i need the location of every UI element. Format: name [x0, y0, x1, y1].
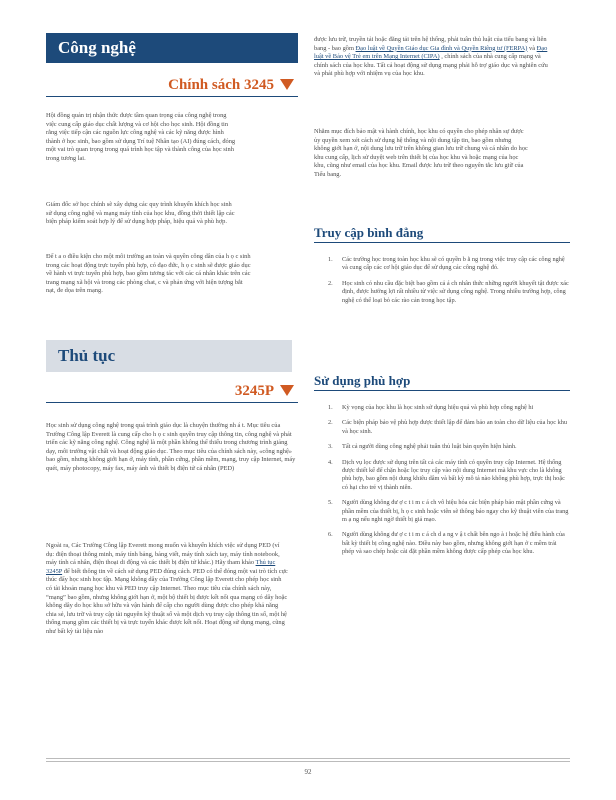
appropriate-use-list [314, 404, 570, 557]
footer-divider [46, 761, 570, 762]
paragraph-superintendent: Giám đốc sở học chính sẽ xây dựng các quy trình khuyến khích học sinh sử dụng công nghệ và mạng máy tính của học khu, đồng thời thiết lập các biện pháp kiểm soát hợp lý để sử dụng hợp pháp, hiệu quả và phù hợp. [46, 201, 235, 226]
paragraph-student-technology: Học sinh sử dụng công nghệ trong quá trình giáo dục là chuyện thường nh á t. Mục tiêu của Trường Công lập Everett là cung cấp cho h ọ c sinh quyền truy cập thông tin, công nghệ và phát triển các kỹ năng công nghệ. Công nghệ là một phần không thể thiếu trong chương trình giảng dạy, môi trường vật chất và hoạt động giáo dục. Theo mục tiêu của chính sách này, «công nghệ» bao gồm, nhưng không giới hạn ở, máy tính, phần cứng, phần mềm, mạng, truy cập Internet, máy quét, máy photocopy, máy fax, máy ảnh và thiết bị điện tử cá nhân (PED) [46, 422, 296, 472]
policy-title: Chính sách 3245 [168, 77, 274, 93]
list-item: 5. Người dùng không đư ợ c t i m c á ch vô hiệu hóa các biện pháp bảo mật phần cứng và phần mềm của thiết bị, h ọ c sinh hoặc viên sẽ thông báo ngay cho kỹ thuật viên của trang m ạ ng nếu nghi ngờ thiết bị giả mạo. [328, 499, 569, 524]
list-item: 1. Các trường học trong toàn học khu sẽ có quyền b ằ ng trong việc truy cập các công nghệ và cung cấp các cơ hội giáo dục để sử dụng các công nghệ đó. [328, 256, 565, 272]
section-header-equal-access [314, 224, 570, 243]
procedure-3245p-link[interactable]: Thủ tục 3245P [46, 559, 276, 575]
policy-title-row [46, 74, 298, 97]
paragraph-legal-text: được lưu trữ, truyền tải hoặc đăng tải trên hệ thống, phải tuân thủ luật của tiểu bang và liên bang - bao gồm [314, 36, 547, 52]
triangle-down-icon [280, 79, 294, 90]
list-item: 2. Các biện pháp bảo vệ phù hợp được thiết lập để đảm bảo an toàn cho dữ liệu của học khu và học sinh. [328, 419, 568, 435]
section-header-appropriate-use [314, 372, 570, 391]
list-item: 4. Dịch vụ lọc được sử dụng trên tất cả các máy tính có quyền truy cập Internet. Hệ thống được thiết kế để chặn hoặc lọc truy cập vào nội dung Internet mà khu vực cho là không phù hợp, bao gồm nội dung khiêu dâm và bất kỳ mô tả nào không phù hợp, trực thị hoặc có hại cho trẻ vị thành niên. [328, 458, 565, 491]
paragraph-ped-usage [46, 542, 288, 637]
paragraph-safe-environment: Để t a o điều kiện cho một môi trường an toàn và quyền công dân của h ọ c sinh trong các hoạt động trực tuyến phù hợp, có đạo đức, h ọ c sinh sẽ được giáo dục về hành vi trực tuyến phù hợp, bao gồm tương tác với các cá nhân khác trên các trang mạng xã hội và trong các phòng chat, c và phản ứng với hiện tượng bắt nạt, đe dọa trên mạng. [46, 253, 251, 295]
list-item: 2. Học sinh có nhu cầu đặc biệt bao gồm cả á ch nhân thức những người khuyết tật được xác định, được hưởng lợi rất nhiều từ việc sử dụng công nghệ. Trong nhiều trường hợp, công nghệ có thể loại bỏ các rào cản trong học tập. [328, 279, 569, 304]
equal-access-list [314, 256, 570, 305]
paragraph-legal-text-continued: , chính sách của nhà cung cấp mạng và chính sách của học khu. Tất cả hoạt động sử dụng mạng phải hỗ trợ giáo dục và nghiên cứu và phải phù hợp với nhiệm vụ của học khu. [314, 53, 548, 78]
triangle-down-icon [280, 385, 294, 396]
ferpa-link[interactable]: Đạo luật về Quyền Giáo dục Gia đình và Quyền Riêng tư (FERPA) [355, 44, 528, 52]
connector-text: và [529, 44, 536, 52]
section-title-appropriate-use: Sử dụng phù hợp [314, 373, 411, 388]
footer-divider [46, 758, 570, 759]
procedure-title-row [46, 380, 298, 403]
page-number: 92 [304, 768, 312, 776]
section-title-procedure: Thủ tục [58, 346, 116, 365]
paragraph-legal-compliance [314, 36, 550, 79]
section-header-technology [46, 33, 298, 63]
paragraph-security-review: Nhằm mục đích bảo mật và hành chính, học khu có quyền cho phép nhân sự được ủy quyền xem xét cách sử dụng hệ thống và nội dung tập tin, bao gồm nhưng không giới hạn ở, nội dung lưu trữ trên không gian lưu trữ chung và cá nhân do học khu cung cấp, lịch sử duyệt web trên thiết bị của học khu và hoặc mạng của học khu, cũng như email của học khu. Email được lưu trữ theo nguyên tắc lưu giữ của Tiểu bang. [314, 128, 528, 178]
list-item: 3. Tất cả người dùng công nghệ phải tuân thủ luật bản quyền hiện hành. [328, 443, 517, 451]
paragraph-ped-usage-text: Ngoài ra, Các Trường Công lập Everett mong muốn và khuyến khích việc sử dụng PED (ví dụ: điện thoại thông minh, máy tính bảng, bảng viết, máy tính xách tay, máy tính notebook, máy tính cá nhân, điện thoại di động và các thiết bị điện tử khác.) Hãy tham khảo [46, 542, 280, 567]
procedure-title: 3245P [234, 383, 274, 399]
section-header-procedure [46, 340, 292, 372]
cipa-link[interactable]: Đạo luật về Bảo vệ Trẻ em trên Mạng Internet (CIPA) [314, 44, 548, 61]
section-title-technology: Công nghệ [58, 38, 136, 57]
list-item: 6. Người dùng không đư ợ c t i m c á ch d a ng v ậ t chất bên ngo à i hoặc hệ điều hành của bất kỳ thiết bị công nghệ nào. Điều này bao gồm, nhưng không giới hạn ở c mềm trái phép và sao chép hoặc cài đặt phần mềm không được cấp phép của học khu. [328, 531, 565, 556]
paragraph-board-intro: Hội đồng quản trị nhận thức được tầm quan trọng của công nghệ trong việc cung cấp giáo dục chất lượng và cơ hội cho học sinh. Hội đồng tin rằng việc tiếp cận các nguồn lực công nghệ và các kỹ năng được hình thành ở học sinh, bao gồm sử dụng Trí tuệ Nhân tạo (AI) đúng cách, đóng một vai trò quan trọng trong quá trình học tập và thành công của học sinh trong tương lai. [46, 112, 236, 162]
section-title-equal-access: Truy cập bình đẳng [314, 225, 424, 240]
paragraph-ped-usage-continued: để biết thông tin về cách sử dụng PED đúng cách. PED có thể đóng một vai trò tích cực thúc đẩy học sinh học tập. Mạng không dây của Trường Công lập Everett cho phép học sinh có tài khoản mạng học khu và PED truy cập Internet. Theo mục tiêu của chính sách này, “mạng” bao gồm, nhưng không giới hạn ở, một bộ thiết bị được kết nối qua mạng có dây hoặc không dây do học khu sở hữu và vận hành để cấp cho người dùng được cho phép khả năng chia sẻ, lưu trữ và truy cập tài nguyên kỹ thuật số và một dịch vụ truy cập thông tin số, một hệ thống mạng gồm các thiết bị và trực tuyến khác được kết nối. Hoạt động sử dụng mạng, cũng như bất kỳ tài liệu nào [46, 567, 288, 635]
list-item: 1. Kỳ vọng của học khu là học sinh sử dụng hiệu quả và phù hợp công nghệ hi [328, 404, 534, 411]
